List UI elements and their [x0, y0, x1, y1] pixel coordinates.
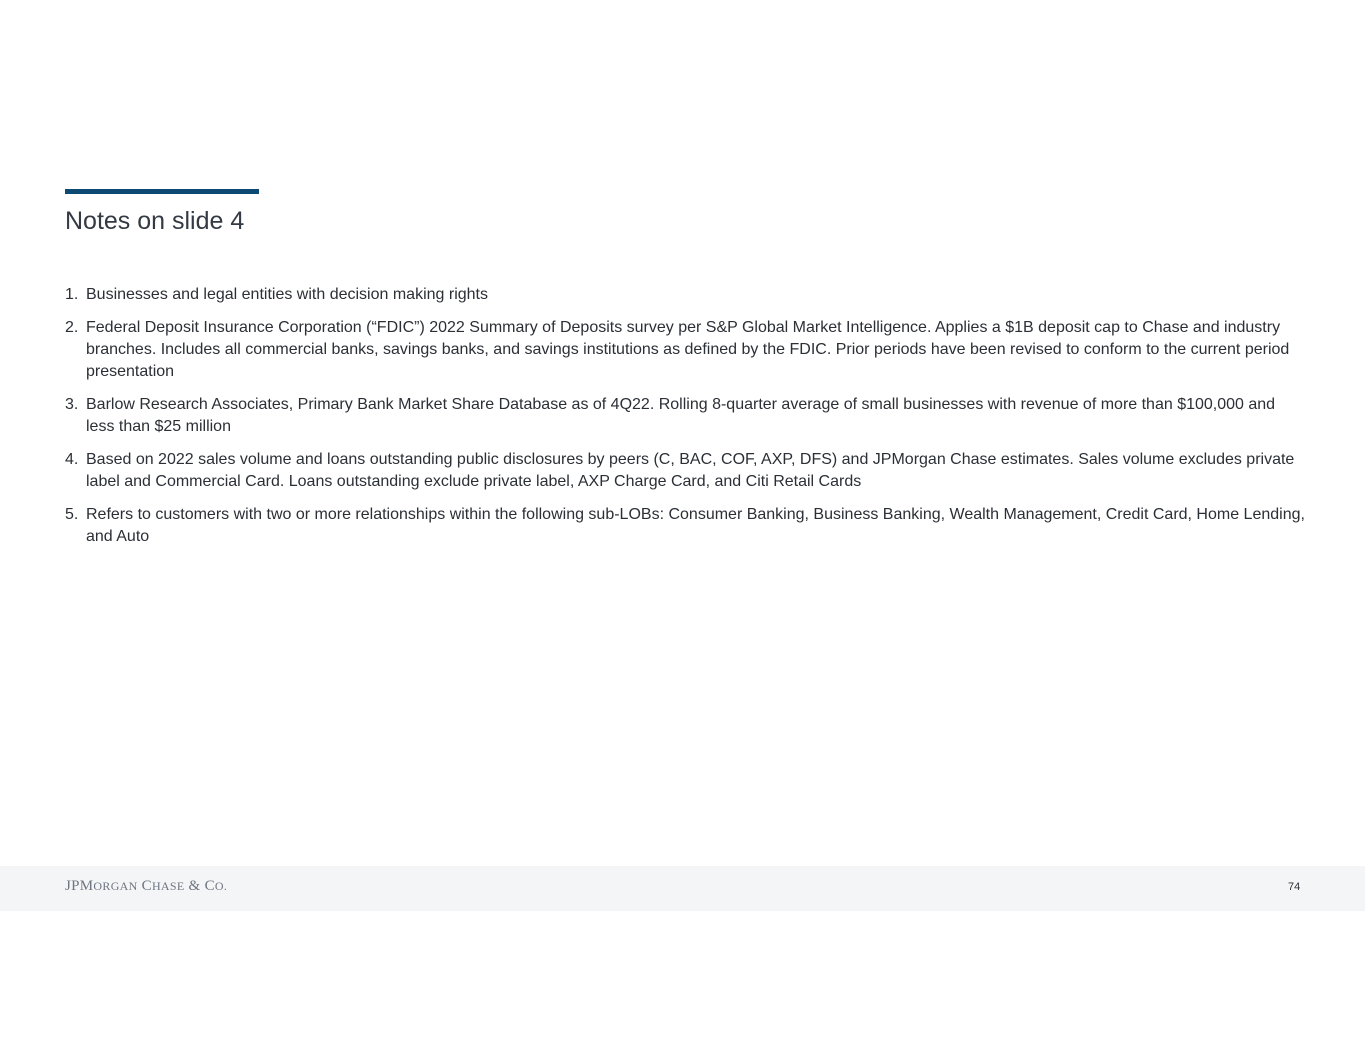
- note-number: 2.: [65, 319, 79, 336]
- note-text: Based on 2022 sales volume and loans outstanding public disclosures by peers (C, BAC, COF, AXP, DFS) and JPMorgan Chase estimates. Sales volume excludes private label and Commercial Card. Loans outstanding exclude private label, AXP Charge Card, and Citi Retail Cards: [86, 451, 1295, 490]
- note-text: Federal Deposit Insurance Corporation (“FDIC”) 2022 Summary of Deposits survey per S&P Global Market Intelligence. Applies a $1B deposit cap to Chase and industry branches. Includes all commercial banks, savings banks, and savings institutions as defined by the FDIC. Prior periods have been revised to conform to the current period presentation: [86, 319, 1290, 380]
- note-item-4: [65, 449, 1305, 493]
- note-item-1: [65, 284, 1305, 306]
- note-number: 5.: [65, 506, 79, 523]
- note-number: 1.: [65, 286, 79, 303]
- note-text: Refers to customers with two or more relationships within the following sub-LOBs: Consumer Banking, Business Banking, Wealth Management, Credit Card, Home Lending, and Auto: [86, 506, 1305, 545]
- notes-list: [65, 284, 1305, 559]
- note-item-5: [65, 504, 1305, 548]
- page-title: Notes on slide 4: [65, 207, 245, 235]
- note-text: Barlow Research Associates, Primary Bank Market Share Database as of 4Q22. Rolling 8-quarter average of small businesses with revenue of more than $100,000 and less than $25 million: [86, 396, 1276, 435]
- note-item-2: [65, 317, 1305, 383]
- company-logo: JPMORGAN CHASE & CO.: [65, 878, 228, 894]
- note-text: Businesses and legal entities with decision making rights: [86, 286, 488, 303]
- page-number: 74: [1288, 881, 1301, 893]
- note-item-3: [65, 394, 1305, 438]
- footer-bar: [0, 866, 1365, 911]
- note-number: 3.: [65, 396, 79, 413]
- title-accent-bar: [65, 189, 259, 194]
- note-number: 4.: [65, 451, 79, 468]
